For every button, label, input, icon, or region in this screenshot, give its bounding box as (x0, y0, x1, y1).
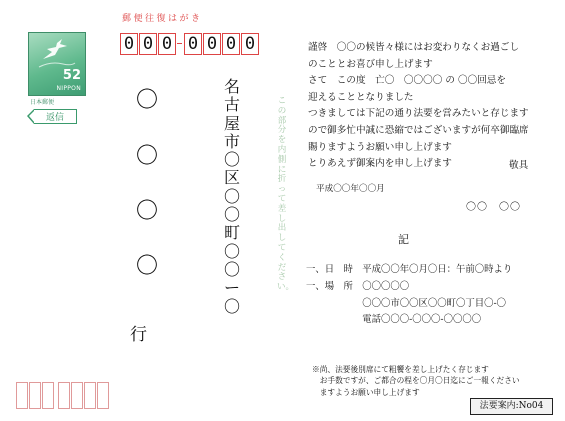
letter-line: 賜りますようお願い申し上げます (308, 141, 452, 153)
fold-notice: この部分を内側に折って差し出してください。 (277, 96, 295, 293)
letter-line: さて この度 亡〇 〇〇〇〇 の 〇〇回忌を (308, 75, 506, 87)
name-mark: 〇 (136, 254, 159, 279)
letter-line: のこととお喜び申し上げます (308, 58, 433, 70)
closing-word: 敬具 (509, 160, 529, 171)
letter-line: とりあえず御案内を申し上げます (308, 158, 452, 170)
stamp-brand: NIPPON (56, 85, 81, 92)
letter-body (308, 40, 529, 173)
postal-header: 郵便往復はがき (122, 14, 203, 24)
stamp-sub-label: 日本郵便 (30, 99, 55, 106)
postage-stamp (28, 32, 86, 96)
detail-line: 一、日 時 平成〇〇年〇月〇日：午前〇時より (306, 264, 513, 275)
note-line: ますようお願い申し上げます (312, 387, 420, 397)
event-details (306, 262, 512, 329)
name-mark: 〇 (136, 88, 159, 113)
sender-code-box (97, 382, 109, 409)
return-tab-label: 返信 (45, 113, 64, 123)
sender-code-box (29, 382, 41, 409)
detail-line: 〇〇〇市〇〇区〇〇町〇丁目〇-〇 (306, 297, 507, 309)
postal-dash (177, 43, 182, 44)
return-tab (34, 109, 77, 124)
ki-heading: 記 (398, 233, 409, 246)
template-model-label: 法要案内:No04 (470, 398, 553, 415)
crane-icon (37, 37, 77, 71)
postal-digit: 0 (222, 33, 240, 55)
letter-line: つきましては下記の通り法要を営みたいと存じます (308, 108, 529, 120)
sender-code-box (58, 382, 70, 409)
letter-line: 迎えることとなりました (308, 91, 414, 103)
sender-code-box (16, 382, 28, 409)
postal-digit: 0 (120, 33, 138, 55)
sender-code-box (84, 382, 96, 409)
detail-line: 電話〇〇〇-〇〇〇-〇〇〇〇 (306, 314, 482, 326)
honorific: 行 (130, 325, 147, 345)
sender-signature: 〇〇 〇〇 (466, 202, 521, 213)
note-line: お手数ですが、ご都合の程を〇月〇日迄にご一報ください (312, 376, 520, 386)
letter-line: 謹啓 〇〇の候皆々様にはお変わりなくお過ごし (308, 42, 520, 53)
postal-digit: 0 (203, 33, 221, 55)
note-line: ※尚、法要後別席にて粗饗を差し上げたく存じます (312, 365, 489, 374)
letter-date: 平成〇〇年〇〇月 (316, 184, 385, 194)
postal-digit: 0 (139, 33, 157, 55)
name-mark: 〇 (136, 199, 159, 224)
recipient-address: 名古屋市〇区〇〇町〇〇ー〇 (223, 77, 240, 316)
stamp-value: 52 (62, 68, 81, 83)
postal-digit: 0 (158, 33, 176, 55)
footnote (312, 364, 520, 398)
postal-digit: 0 (184, 33, 202, 55)
detail-line: 一、場 所 〇〇〇〇〇 (306, 280, 410, 292)
postal-digit: 0 (241, 33, 259, 55)
sender-code-box (71, 382, 83, 409)
name-mark: 〇 (136, 144, 159, 169)
sender-code-box (42, 382, 54, 409)
letter-line: ので御多忙中誠に恐縮ではございますが何卒御臨席 (308, 124, 529, 136)
